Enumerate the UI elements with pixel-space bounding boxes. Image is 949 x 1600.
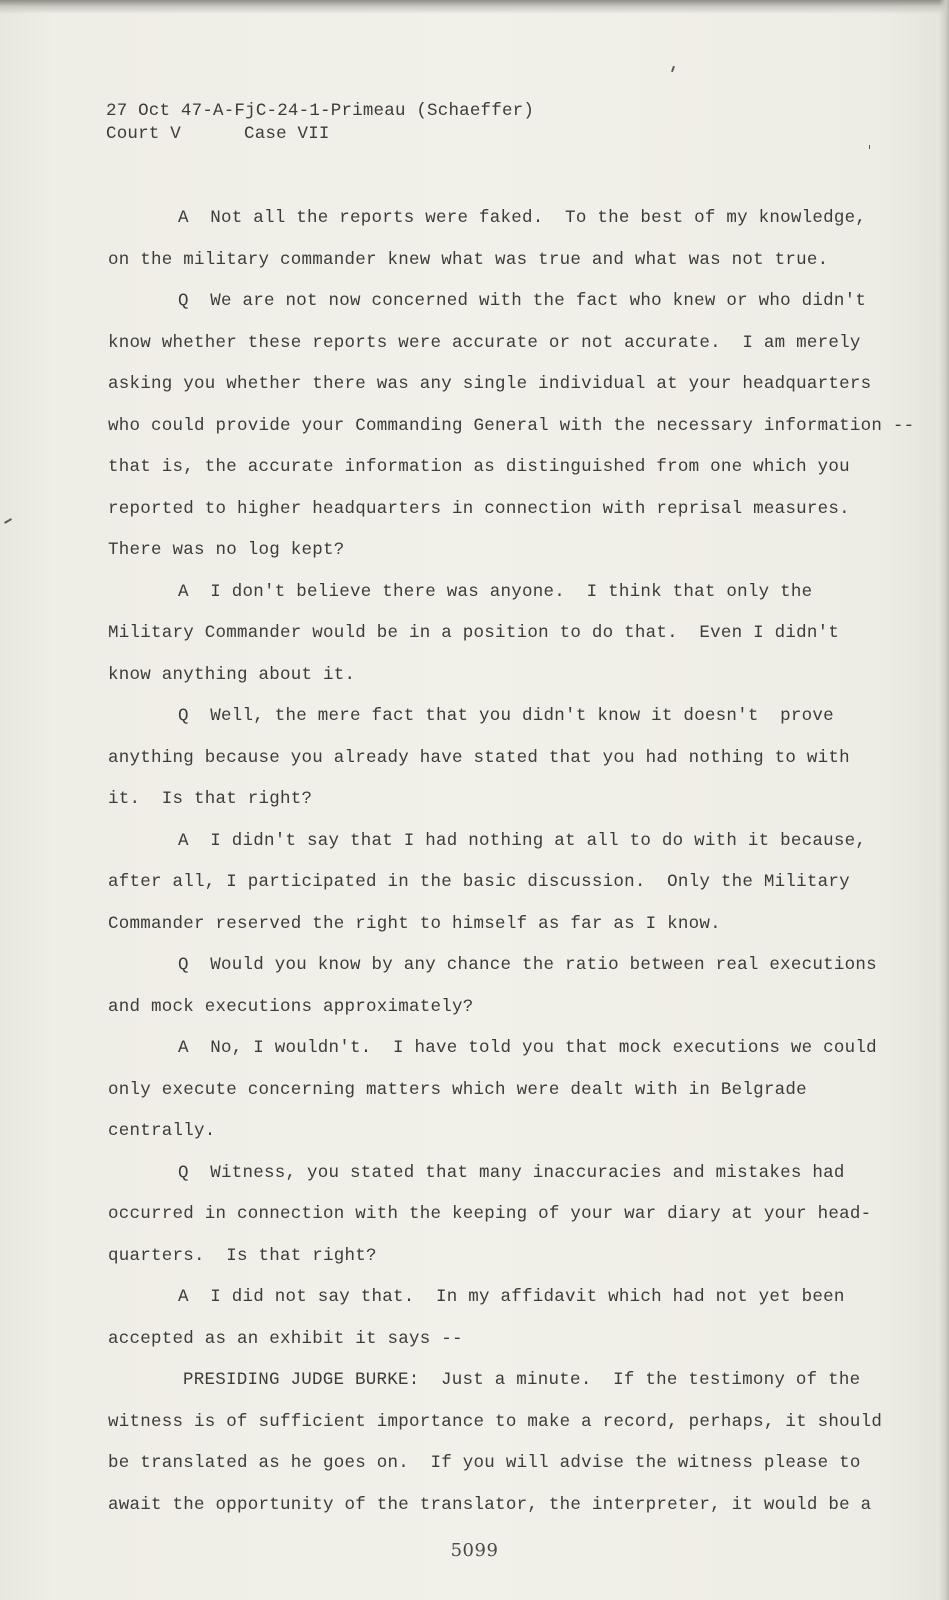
- text-line: that is, the accurate information as distinguished from one which you: [108, 457, 850, 477]
- text-line: it. Is that right?: [108, 789, 313, 809]
- speaker-paragraph: [108, 1360, 883, 1526]
- text-line: Military Commander would be in a position to do that. Even I didn't: [108, 623, 840, 643]
- text-line: asking you whether there was any single individual at your headquarters: [108, 374, 872, 394]
- text-line: be translated as he goes on. If you will advise the witness please to: [108, 1453, 861, 1473]
- paper-blemish: [4, 518, 12, 524]
- text-line: know anything about it.: [108, 664, 356, 685]
- paper-blemish: [671, 66, 675, 72]
- text-line: Commander reserved the right to himself as far as I know.: [108, 913, 721, 934]
- page-top-edge: [0, 0, 949, 14]
- text-line: quarters. Is that right?: [108, 1245, 377, 1266]
- text-line: A No, I wouldn't. I have told you that mock executions we could: [178, 1038, 877, 1058]
- testimony-paragraph: [108, 281, 915, 572]
- text-line: accepted as an exhibit it says --: [108, 1328, 463, 1349]
- transcript-header: [106, 100, 534, 146]
- testimony-paragraph: [108, 1028, 877, 1153]
- text-line: Q We are not now concerned with the fact who knew or who didn't: [178, 291, 867, 311]
- text-line: only execute concerning matters which were dealt with in Belgrade: [108, 1079, 807, 1100]
- testimony-paragraph: [108, 945, 877, 1028]
- testimony-paragraph: [108, 572, 868, 697]
- text-line: who could provide your Commanding General with the necessary information --: [108, 415, 915, 436]
- text-line: after all, I participated in the basic discussion. Only the Military: [108, 872, 850, 892]
- text-line: know whether these reports were accurate or not accurate. I am merely: [108, 332, 861, 353]
- testimony-paragraph: [108, 821, 868, 946]
- testimony-paragraph: [108, 198, 868, 281]
- text-line: reported to higher headquarters in connection with reprisal measures.: [108, 498, 850, 519]
- text-line: Q Would you know by any chance the ratio between real executions: [178, 955, 877, 975]
- page-number: 5099: [450, 1540, 499, 1561]
- header-line-1: 27 Oct 47-A-FjC-24-1-Primeau (Schaeffer): [106, 101, 535, 121]
- text-line: A I don't believe there was anyone. I think that only the: [178, 581, 813, 602]
- text-line: await the opportunity of the translator, the interpreter, it would be a: [108, 1494, 872, 1515]
- text-line: witness is of sufficient importance to make a record, perhaps, it should: [108, 1411, 883, 1432]
- text-line: anything because you already have stated that you had nothing to with: [108, 747, 850, 768]
- paper-blemish: [869, 145, 870, 149]
- page-right-edge: [939, 0, 949, 1600]
- text-line: Q Witness, you stated that many inaccuracies and mistakes had: [178, 1162, 845, 1183]
- testimony-paragraph: [108, 1277, 868, 1360]
- text-line: PRESIDING JUDGE BURKE: Just a minute. If the testimony of the: [183, 1370, 861, 1390]
- testimony-paragraph: [108, 696, 868, 821]
- court-label: Court V: [106, 124, 181, 144]
- text-line: centrally.: [108, 1121, 216, 1141]
- text-line: There was no log kept?: [108, 540, 345, 560]
- text-line: A I did not say that. In my affidavit which had not yet been: [178, 1287, 845, 1307]
- text-line: A I didn't say that I had nothing at all to do with it because,: [178, 830, 867, 851]
- text-line: occurred in connection with the keeping of your war diary at your head-: [108, 1204, 872, 1224]
- text-line: A Not all the reports were faked. To the best of my knowledge,: [178, 208, 867, 228]
- testimony-paragraph: [108, 1153, 872, 1278]
- text-line: on the military commander knew what was true and what was not true.: [108, 249, 829, 270]
- case-label: Case VII: [244, 124, 330, 144]
- text-line: Q Well, the mere fact that you didn't know it doesn't prove: [178, 706, 834, 726]
- transcript-body: [108, 198, 915, 1526]
- text-line: and mock executions approximately?: [108, 996, 474, 1017]
- header-line-2: [106, 123, 534, 146]
